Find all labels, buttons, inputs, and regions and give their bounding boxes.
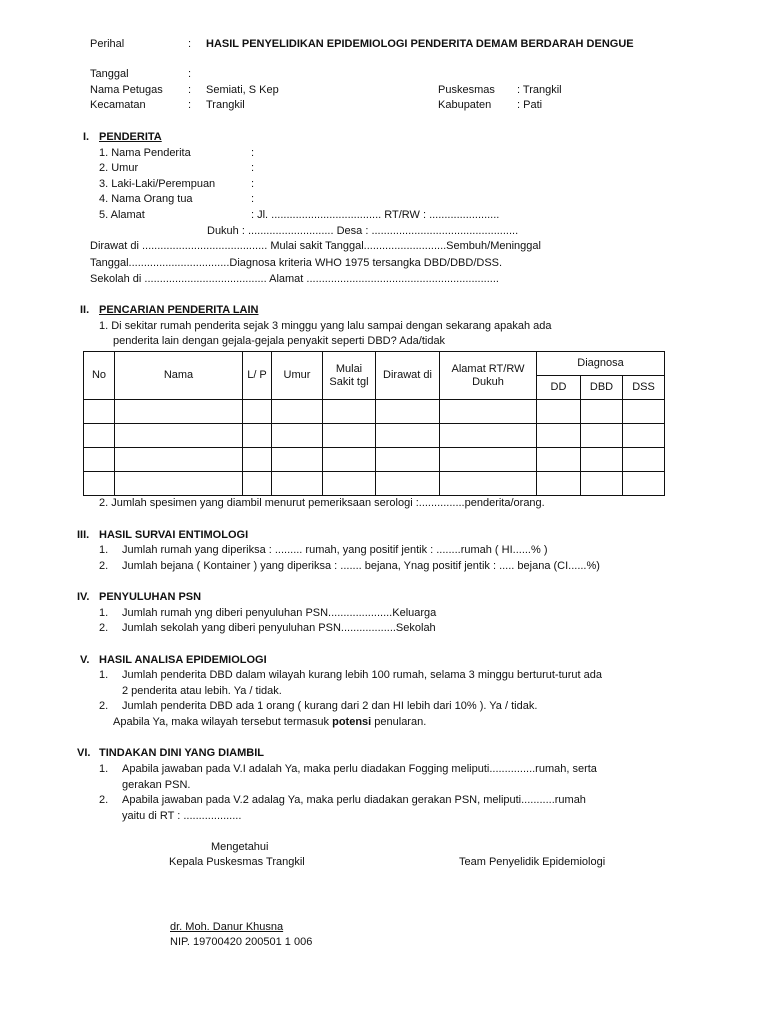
header-dd: DD (537, 376, 581, 400)
header-diagnosa: Diagnosa (537, 352, 665, 376)
section-2-title: PENCARIAN PENDERITA LAIN (99, 304, 259, 316)
section-5-item-1-line-1: Jumlah penderita DBD dalam wilayah kurang lebih 100 rumah, selama 3 minggu berturut-turut ada (122, 669, 602, 681)
mengetahui-label: Mengetahui (211, 841, 269, 853)
jenis-kelamin-colon: : (251, 178, 255, 190)
nama-orang-tua-colon: : (251, 193, 255, 205)
dukuh-desa-line: Dukuh : ............................ Desa : ................................................ (207, 225, 519, 237)
petugas-label: Nama Petugas (90, 84, 163, 96)
section-2-number: II. (80, 304, 90, 316)
header-umur: Umur (272, 352, 323, 400)
potensi-note-bold: potensi (332, 716, 372, 728)
potensi-note (113, 716, 426, 728)
kabupaten-label: Kabupaten (438, 99, 492, 111)
section-3-item-1-number: 1. (99, 544, 109, 556)
nama-penderita-label: 1. Nama Penderita (99, 147, 191, 159)
section-4-number: IV. (77, 591, 90, 603)
header-no: No (84, 352, 115, 400)
tanggal-label: Tanggal (90, 68, 129, 80)
kecamatan-value: Trangkil (206, 99, 245, 111)
section-4-item-1-number: 1. (99, 607, 109, 619)
alamat-label: 5. Alamat (99, 209, 145, 221)
section-4-item-2: Jumlah sekolah yang diberi penyuluhan PSN..................Sekolah (122, 622, 436, 634)
petugas-value: Semiati, S Kep (206, 84, 279, 96)
section-6-number: VI. (77, 747, 91, 759)
team-penyelidik-label: Team Penyelidik Epidemiologi (459, 856, 606, 868)
umur-label: 2. Umur (99, 162, 139, 174)
section-5-item-2-line-1: Jumlah penderita DBD ada 1 orang ( kurang dari 2 dan HI lebih dari 10% ). Ya / tidak. (122, 700, 538, 712)
nama-penderita-colon: : (251, 147, 255, 159)
header-dbd: DBD (581, 376, 623, 400)
penderita-lain-table (83, 351, 665, 496)
section-6-item-1-number: 1. (99, 763, 109, 775)
section-5-number: V. (80, 654, 90, 666)
sekolah-line: Sekolah di ........................................ Alamat ............................................................... (90, 273, 499, 285)
header-dss: DSS (623, 376, 665, 400)
kabupaten-value: : Pati (517, 99, 543, 111)
section-4-title: PENYULUHAN PSN (99, 591, 202, 603)
section-6-title: TINDAKAN DINI YANG DIAMBIL (99, 747, 265, 759)
section-3-number: III. (77, 529, 90, 541)
document-title: HASIL PENYELIDIKAN EPIDEMIOLOGI PENDERITA DEMAM BERDARAH DENGUE (206, 38, 634, 50)
signatory-nip: NIP. 19700420 200501 1 006 (170, 936, 313, 948)
section-6-item-2-line-2: yaitu di RT : ................... (122, 810, 242, 822)
header-mulai-sakit: Mulai Sakit tgl (323, 352, 376, 400)
puskesmas-value: : Trangkil (517, 84, 562, 96)
section-5-title: HASIL ANALISA EPIDEMIOLOGI (99, 654, 267, 666)
potensi-note-pre: Apabila Ya, maka wilayah tersebut termasuk (113, 716, 333, 728)
kepala-puskesmas-label: Kepala Puskesmas Trangkil (169, 856, 305, 868)
question-1-line-2: penderita lain dengan gejala-gejala penyakit seperti DBD? Ada/tidak (113, 335, 446, 347)
header-nama: Nama (115, 352, 243, 400)
puskesmas-label: Puskesmas (438, 84, 495, 96)
section-5-item-1-number: 1. (99, 669, 109, 681)
header-alamat: Alamat RT/RW Dukuh (440, 352, 537, 400)
section-4-item-2-number: 2. (99, 622, 109, 634)
question-1-line-1: 1. Di sekitar rumah penderita sejak 3 minggu yang lalu sampai dengan sekarang apakah ada (99, 320, 552, 332)
section-3-item-2: Jumlah bejana ( Kontainer ) yang diperiksa : ....... bejana, Ynag positif jentik : ..... bejana (CI......%) (122, 560, 600, 572)
table-row (84, 448, 665, 472)
umur-colon: : (251, 162, 255, 174)
petugas-colon: : (188, 84, 192, 96)
kecamatan-colon: : (188, 99, 192, 111)
table-row (84, 472, 665, 496)
tanggal-diagnosa-line: Tanggal.................................Diagnosa kriteria WHO 1975 tersangka DBD/DBD/DSS. (90, 257, 503, 269)
table-row (84, 424, 665, 448)
alamat-value: : Jl. .................................... RT/RW : ....................... (251, 209, 500, 221)
jenis-kelamin-label: 3. Laki-Laki/Perempuan (99, 178, 216, 190)
perihal-label: Perihal (90, 38, 125, 50)
section-6-item-2-line-1: Apabila jawaban pada V.2 adalag Ya, maka perlu diadakan gerakan PSN, meliputi...........rumah (122, 794, 586, 806)
section-3-item-1: Jumlah rumah yang diperiksa : ......... rumah, yang positif jentik : ........rumah ( HI......% ) (122, 544, 548, 556)
section-6-item-1-line-2: gerakan PSN. (122, 779, 191, 791)
tanggal-colon: : (188, 68, 192, 80)
question-2: 2. Jumlah spesimen yang diambil menurut pemeriksaan serologi :...............penderita/orang. (99, 497, 545, 509)
section-3-item-2-number: 2. (99, 560, 109, 572)
section-5-item-2-number: 2. (99, 700, 109, 712)
section-1-title: PENDERITA (99, 131, 162, 143)
perihal-colon: : (188, 38, 192, 50)
potensi-note-post: penularan. (371, 716, 427, 728)
section-6-item-2-number: 2. (99, 794, 109, 806)
kecamatan-label: Kecamatan (90, 99, 146, 111)
dirawat-line: Dirawat di ......................................... Mulai sakit Tanggal...........................Sembuh/Meninggal (90, 240, 541, 252)
table-row (84, 400, 665, 424)
header-lp: L/ P (243, 352, 272, 400)
nama-orang-tua-label: 4. Nama Orang tua (99, 193, 193, 205)
section-3-title: HASIL SURVAI ENTIMOLOGI (99, 529, 249, 541)
section-4-item-1: Jumlah rumah yng diberi penyuluhan PSN.....................Keluarga (122, 607, 437, 619)
section-6-item-1-line-1: Apabila jawaban pada V.I adalah Ya, maka perlu diadakan Fogging meliputi...............rumah, serta (122, 763, 597, 775)
section-5-item-1-line-2: 2 penderita atau lebih. Ya / tidak. (122, 685, 282, 697)
header-dirawat: Dirawat di (376, 352, 440, 400)
signatory-name: dr. Moh. Danur Khusna (170, 921, 284, 933)
section-1-number: I. (83, 131, 90, 143)
